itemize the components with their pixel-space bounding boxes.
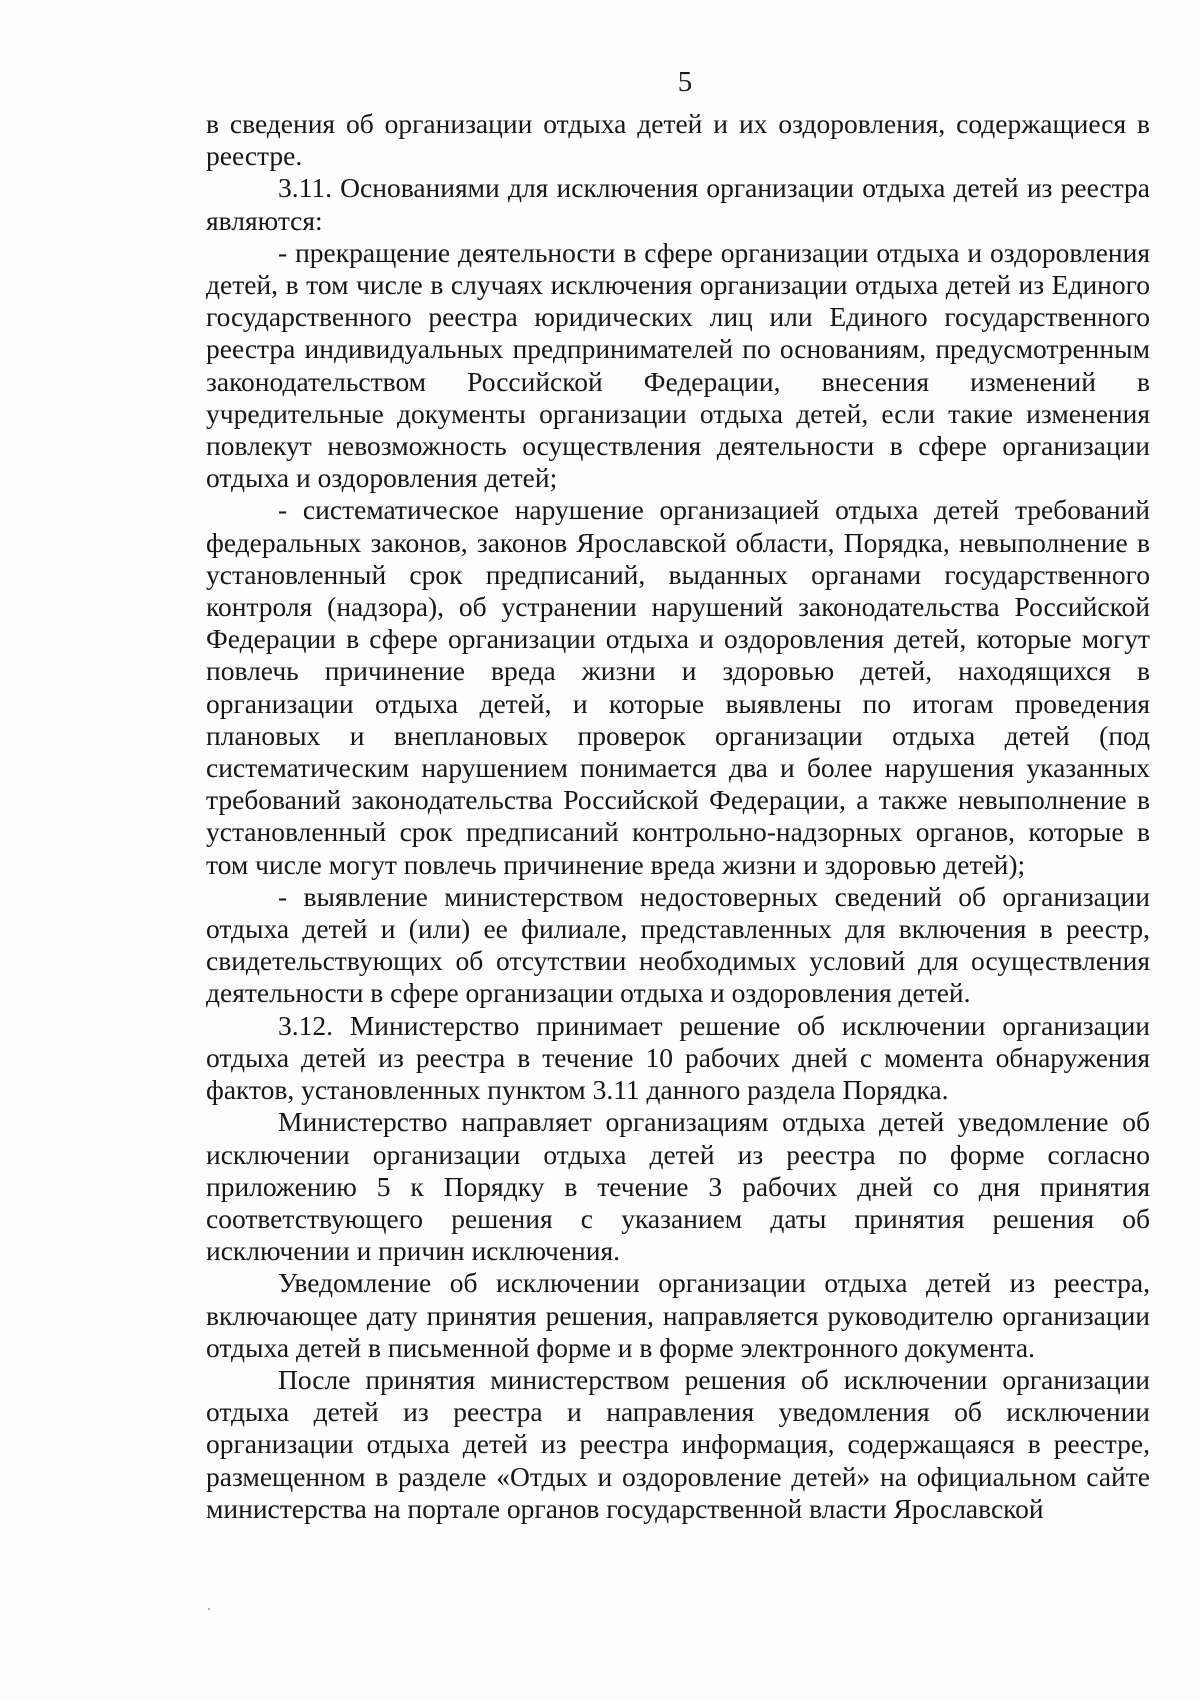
paragraph-clause-3-12: 3.12. Министерство принимает решение об исключении организации отдыха детей из реестра в течение 10 рабочих дней с момента обнаружения фактов, установленных пунктом 3.11 данного раздела Порядка.	[206, 1009, 1150, 1106]
paragraph-clause-3-11: 3.11. Основаниями для исключения организации отдыха детей из реестра являются:	[206, 172, 1150, 236]
paragraph-continuation: в сведения об организации отдыха детей и их оздоровления, содержащиеся в реестре.	[206, 108, 1150, 172]
paragraph-bullet-termination: - прекращение деятельности в сфере организации отдыха и оздоровления детей, в том числе в случаях исключения организации отдыха детей из Единого государственного реестра юридических лиц или Единого государственного реестра индивидуальных предпринимателей по основаниям, предусмотренным законодательством Российской Федерации, внесения изменений в учредительные документы организации отдыха детей, если такие изменения повлекут невозможность осуществления деятельности в сфере организации отдыха и оздоровления детей;	[206, 236, 1150, 494]
document-body	[206, 108, 1150, 1525]
paragraph-notification-delivery: Уведомление об исключении организации отдыха детей из реестра, включающее дату принятия решения, направляется руководителю организации отдыха детей в письменной форме и в форме электронного документа.	[206, 1267, 1150, 1363]
paragraph-after-decision: После принятия министерством решения об исключении организации отдыха детей из реестра и направления уведомления об исключении организации отдыха детей из реестра информация, содержащаяся в реестре, размещенном в разделе «Отдых и оздоровление детей» на официальном сайте министерства на портале органов государственной власти Ярославской	[206, 1363, 1150, 1524]
paragraph-notification: Министерство направляет организациям отдыха детей уведомление об исключении организации отдыха детей из реестра по форме согласно приложению 5 к Порядку в течение 3 рабочих дней со дня принятия соответствующего решения с указанием даты принятия решения об исключении и причин исключения.	[206, 1106, 1150, 1267]
paragraph-bullet-systematic-violation: - систематическое нарушение организацией отдыха детей требований федеральных законов, законов Ярославской области, Порядка, невыполнение в установленный срок предписаний, выданных органами государственного контроля (надзора), об устранении нарушений законодательства Российской Федерации в сфере организации отдыха и оздоровления детей, которые могут повлечь причинение вреда жизни и здоровью детей, находящихся в организации отдыха детей, и которые выявлены по итогам проведения плановых и внеплановых проверок организации отдыха детей (под систематическим нарушением понимается два и более нарушения указанных требований законодательства Российской Федерации, а также невыполнение в установленный срок предписаний контрольно-надзорных органов, которые в том числе могут повлечь причинение вреда жизни и здоровью детей);	[206, 494, 1150, 880]
page-number: 5	[677, 66, 693, 98]
paragraph-bullet-false-information: - выявление министерством недостоверных сведений об организации отдыха детей и (или) ее филиале, представленных для включения в реестр, свидетельствующих об отсутствии необходимых условий для осуществления деятельности в сфере организации отдыха и оздоровления детей.	[206, 880, 1150, 1009]
scan-artifact-dot	[208, 1608, 210, 1610]
